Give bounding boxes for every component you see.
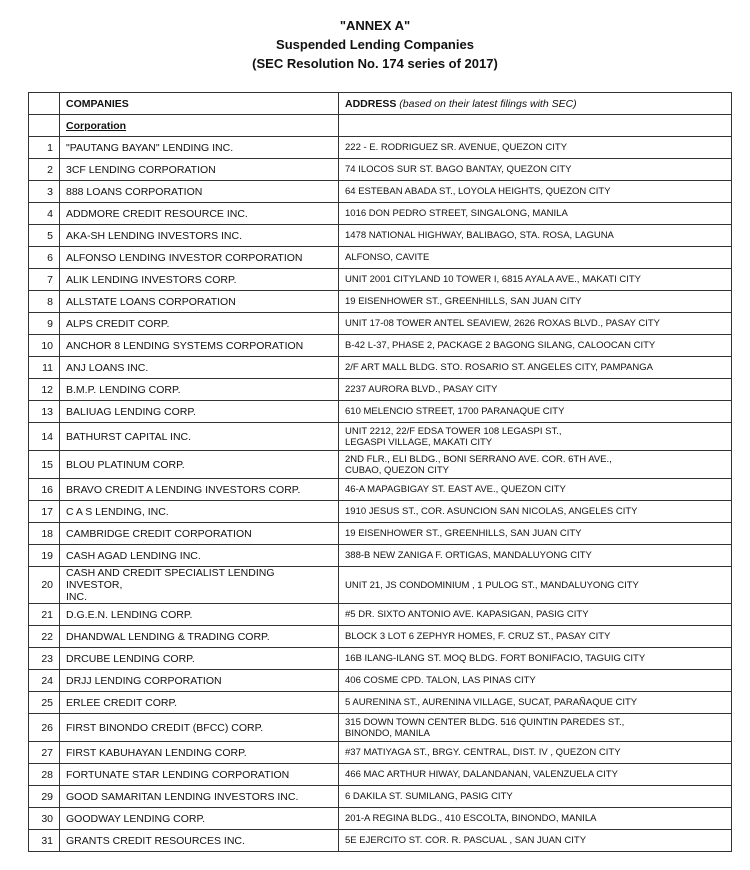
document-header	[0, 0, 750, 74]
table-row	[29, 830, 732, 852]
table-row	[29, 479, 732, 501]
address-cell	[339, 714, 732, 742]
document-subtitle: (SEC Resolution No. 174 series of 2017)	[252, 56, 498, 71]
table-row	[29, 786, 732, 808]
address-text: 46-A MAPAGBIGAY ST. EAST AVE., QUEZON CITY	[345, 484, 566, 495]
company-name: B.M.P. LENDING CORP.	[66, 383, 181, 396]
row-number: 30	[29, 808, 60, 830]
row-number: 28	[29, 764, 60, 786]
table-row	[29, 401, 732, 423]
address-text: 315 DOWN TOWN CENTER BLDG. 516 QUINTIN PAREDES ST.,	[345, 716, 625, 728]
company-name: CASH AND CREDIT SPECIALIST LENDING INVESTOR,	[66, 567, 275, 591]
address-text: 74 ILOCOS SUR ST. BAGO BANTAY, QUEZON CITY	[345, 164, 572, 175]
row-number: 27	[29, 742, 60, 764]
company-name-cell	[60, 764, 339, 786]
address-text: 16B ILANG-ILANG ST. MOQ BLDG. FORT BONIFACIO, TAGUIG CITY	[345, 653, 646, 664]
company-name: BRAVO CREDIT A LENDING INVESTORS CORP.	[66, 483, 301, 496]
company-name: ALIK LENDING INVESTORS CORP.	[66, 273, 237, 286]
company-name-cell	[60, 545, 339, 567]
company-name: ERLEE CREDIT CORP.	[66, 696, 178, 709]
table-row	[29, 567, 732, 604]
company-name-cell	[60, 181, 339, 203]
company-name: DRJJ LENDING CORPORATION	[66, 674, 222, 687]
address-cell	[339, 313, 732, 335]
company-name-cell	[60, 247, 339, 269]
row-number: 5	[29, 225, 60, 247]
address-text: #5 DR. SIXTO ANTONIO AVE. KAPASIGAN, PASIG CITY	[345, 609, 589, 620]
row-number: 14	[29, 423, 60, 451]
table-row	[29, 269, 732, 291]
row-number: 7	[29, 269, 60, 291]
address-cell	[339, 479, 732, 501]
address-cell	[339, 545, 732, 567]
company-name: ANCHOR 8 LENDING SYSTEMS CORPORATION	[66, 339, 304, 352]
company-name: ALLSTATE LOANS CORPORATION	[66, 295, 236, 308]
address-text: 5 AURENINA ST., AURENINA VILLAGE, SUCAT, PARAÑAQUE CITY	[345, 697, 638, 708]
row-number: 21	[29, 604, 60, 626]
address-text-line2: BINONDO, MANILA	[345, 727, 430, 739]
company-name: GOODWAY LENDING CORP.	[66, 812, 206, 825]
address-cell	[339, 742, 732, 764]
address-cell	[339, 291, 732, 313]
company-name: CASH AGAD LENDING INC.	[66, 549, 201, 562]
address-cell	[339, 335, 732, 357]
company-name-cell	[60, 626, 339, 648]
table-row	[29, 379, 732, 401]
table-row	[29, 181, 732, 203]
section-number-cell	[29, 115, 60, 137]
company-name-cell	[60, 203, 339, 225]
address-cell	[339, 648, 732, 670]
address-cell	[339, 830, 732, 852]
row-number: 23	[29, 648, 60, 670]
table-row	[29, 692, 732, 714]
company-name-cell	[60, 357, 339, 379]
company-name: GOOD SAMARITAN LENDING INVESTORS INC.	[66, 790, 299, 803]
table-row	[29, 604, 732, 626]
address-text: 19 EISENHOWER ST., GREENHILLS, SAN JUAN CITY	[345, 296, 582, 307]
header-address-label: ADDRESS	[345, 97, 397, 110]
company-name-cell	[60, 670, 339, 692]
header-number-cell	[29, 93, 60, 115]
row-number: 26	[29, 714, 60, 742]
company-name: BATHURST CAPITAL INC.	[66, 430, 192, 443]
address-text: UNIT 2001 CITYLAND 10 TOWER I, 6815 AYALA AVE., MAKATI CITY	[345, 274, 642, 285]
row-number: 2	[29, 159, 60, 181]
address-cell	[339, 501, 732, 523]
address-text: 2237 AURORA BLVD., PASAY CITY	[345, 384, 498, 395]
company-name-cell	[60, 159, 339, 181]
row-number: 25	[29, 692, 60, 714]
company-name-cell	[60, 648, 339, 670]
address-text: BLOCK 3 LOT 6 ZEPHYR HOMES, F. CRUZ ST., PASAY CITY	[345, 631, 611, 642]
section-title-cell	[60, 115, 339, 137]
address-text: UNIT 21, JS CONDOMINIUM , 1 PULOG ST., MANDALUYONG CITY	[345, 579, 639, 591]
table-row	[29, 451, 732, 479]
address-text: 222 - E. RODRIGUEZ SR. AVENUE, QUEZON CITY	[345, 142, 568, 153]
company-name: DHANDWAL LENDING & TRADING CORP.	[66, 630, 270, 643]
row-number: 10	[29, 335, 60, 357]
company-name: 3CF LENDING CORPORATION	[66, 163, 216, 176]
companies-table	[28, 92, 732, 852]
row-number: 1	[29, 137, 60, 159]
company-name: "PAUTANG BAYAN" LENDING INC.	[66, 141, 234, 154]
company-name: D.G.E.N. LENDING CORP.	[66, 608, 193, 621]
address-text: 466 MAC ARTHUR HIWAY, DALANDANAN, VALENZUELA CITY	[345, 769, 618, 780]
company-name: DRCUBE LENDING CORP.	[66, 652, 195, 665]
row-number: 24	[29, 670, 60, 692]
address-text: 19 EISENHOWER ST., GREENHILLS, SAN JUAN CITY	[345, 528, 582, 539]
address-text: 388-B NEW ZANIGA F. ORTIGAS, MANDALUYONG CITY	[345, 550, 592, 561]
company-name-cell	[60, 830, 339, 852]
header-address-note: (based on their latest filings with SEC)	[399, 97, 577, 110]
company-name: GRANTS CREDIT RESOURCES INC.	[66, 834, 245, 847]
table-header-row	[29, 93, 732, 115]
table-row	[29, 423, 732, 451]
address-cell	[339, 670, 732, 692]
company-name-cell	[60, 335, 339, 357]
row-number: 19	[29, 545, 60, 567]
company-name: BALIUAG LENDING CORP.	[66, 405, 196, 418]
address-cell	[339, 203, 732, 225]
address-cell	[339, 247, 732, 269]
header-address	[339, 93, 732, 115]
company-name: FIRST BINONDO CREDIT (BFCC) CORP.	[66, 721, 264, 734]
company-name-cell	[60, 269, 339, 291]
table-row	[29, 670, 732, 692]
company-name-cell	[60, 225, 339, 247]
company-name: ADDMORE CREDIT RESOURCE INC.	[66, 207, 248, 220]
address-cell	[339, 567, 732, 604]
address-cell	[339, 269, 732, 291]
table-row	[29, 714, 732, 742]
row-number: 9	[29, 313, 60, 335]
address-text: B-42 L-37, PHASE 2, PACKAGE 2 BAGONG SILANG, CALOOCAN CITY	[345, 340, 656, 351]
address-text: UNIT 17-08 TOWER ANTEL SEAVIEW, 2626 ROXAS BLVD., PASAY CITY	[345, 318, 661, 329]
company-name-cell	[60, 313, 339, 335]
row-number: 16	[29, 479, 60, 501]
table-row	[29, 357, 732, 379]
address-text-line2: CUBAO, QUEZON CITY	[345, 464, 449, 476]
address-cell	[339, 451, 732, 479]
company-name-cell	[60, 379, 339, 401]
company-name-cell	[60, 523, 339, 545]
row-number: 4	[29, 203, 60, 225]
table-row	[29, 523, 732, 545]
annex-title: "ANNEX A"	[339, 18, 411, 33]
address-cell	[339, 626, 732, 648]
address-text: 5E EJERCITO ST. COR. R. PASCUAL , SAN JUAN CITY	[345, 835, 587, 846]
table-row	[29, 137, 732, 159]
company-name-cell	[60, 604, 339, 626]
address-cell	[339, 159, 732, 181]
address-cell	[339, 137, 732, 159]
address-text: #37 MATIYAGA ST., BRGY. CENTRAL, DIST. IV , QUEZON CITY	[345, 747, 621, 758]
table-row	[29, 742, 732, 764]
address-text: 2/F ART MALL BLDG. STO. ROSARIO ST. ANGELES CITY, PAMPANGA	[345, 362, 653, 373]
table-row	[29, 808, 732, 830]
row-number: 18	[29, 523, 60, 545]
company-name-cell	[60, 401, 339, 423]
table-row	[29, 225, 732, 247]
company-name-line2: INC.	[66, 591, 87, 603]
company-name: ALFONSO LENDING INVESTOR CORPORATION	[66, 251, 303, 264]
company-name-cell	[60, 501, 339, 523]
row-number: 15	[29, 451, 60, 479]
row-number: 29	[29, 786, 60, 808]
section-row	[29, 115, 732, 137]
company-name: FORTUNATE STAR LENDING CORPORATION	[66, 768, 290, 781]
row-number: 22	[29, 626, 60, 648]
address-cell	[339, 401, 732, 423]
header-companies: COMPANIES	[60, 93, 339, 115]
address-cell	[339, 357, 732, 379]
address-cell	[339, 523, 732, 545]
row-number: 12	[29, 379, 60, 401]
address-cell	[339, 764, 732, 786]
company-name-cell	[60, 291, 339, 313]
table-row	[29, 313, 732, 335]
table-row	[29, 335, 732, 357]
company-name-cell	[60, 479, 339, 501]
row-number: 3	[29, 181, 60, 203]
company-name-cell	[60, 137, 339, 159]
company-name: BLOU PLATINUM CORP.	[66, 458, 185, 471]
table-row	[29, 501, 732, 523]
section-address-cell	[339, 115, 732, 137]
row-number: 31	[29, 830, 60, 852]
company-name-cell	[60, 567, 339, 604]
address-text: UNIT 2212, 22/F EDSA TOWER 108 LEGASPI ST.,	[345, 425, 562, 437]
address-text: 1016 DON PEDRO STREET, SINGALONG, MANILA	[345, 208, 568, 219]
address-text: 1910 JESUS ST., COR. ASUNCION SAN NICOLAS, ANGELES CITY	[345, 506, 638, 517]
company-name: C A S LENDING, INC.	[66, 505, 169, 518]
company-name-cell	[60, 786, 339, 808]
table-row	[29, 626, 732, 648]
company-name: 888 LOANS CORPORATION	[66, 185, 203, 198]
company-name: CAMBRIDGE CREDIT CORPORATION	[66, 527, 252, 540]
row-number: 13	[29, 401, 60, 423]
address-cell	[339, 423, 732, 451]
company-name: ALPS CREDIT CORP.	[66, 317, 170, 330]
address-text: 6 DAKILA ST. SUMILANG, PASIG CITY	[345, 791, 513, 802]
table-row	[29, 159, 732, 181]
table-row	[29, 545, 732, 567]
address-cell	[339, 786, 732, 808]
table-row	[29, 247, 732, 269]
company-name-cell	[60, 423, 339, 451]
row-number: 17	[29, 501, 60, 523]
address-cell	[339, 225, 732, 247]
company-name-cell	[60, 451, 339, 479]
company-name-cell	[60, 714, 339, 742]
table-row	[29, 764, 732, 786]
address-text-line2: LEGASPI VILLAGE, MAKATI CITY	[345, 436, 493, 448]
address-cell	[339, 808, 732, 830]
section-title: Corporation	[66, 119, 127, 132]
company-name: ANJ LOANS INC.	[66, 361, 149, 374]
address-text: 2ND FLR., ELI BLDG., BONI SERRANO AVE. COR. 6TH AVE.,	[345, 453, 612, 465]
row-number: 8	[29, 291, 60, 313]
company-name-cell	[60, 692, 339, 714]
table-row	[29, 291, 732, 313]
address-text: 406 COSME CPD. TALON, LAS PINAS CITY	[345, 675, 536, 686]
address-text: 201-A REGINA BLDG., 410 ESCOLTA, BINONDO, MANILA	[345, 813, 597, 824]
address-text: 1478 NATIONAL HIGHWAY, BALIBAGO, STA. ROSA, LAGUNA	[345, 230, 614, 241]
company-name: AKA-SH LENDING INVESTORS INC.	[66, 229, 243, 242]
address-cell	[339, 604, 732, 626]
company-name-cell	[60, 742, 339, 764]
row-number: 11	[29, 357, 60, 379]
address-cell	[339, 692, 732, 714]
document-title: Suspended Lending Companies	[276, 37, 474, 52]
address-cell	[339, 379, 732, 401]
table-row	[29, 203, 732, 225]
address-cell	[339, 181, 732, 203]
company-name-cell	[60, 808, 339, 830]
row-number: 20	[29, 567, 60, 604]
company-name: FIRST KABUHAYAN LENDING CORP.	[66, 746, 247, 759]
address-text: 610 MELENCIO STREET, 1700 PARANAQUE CITY	[345, 406, 565, 417]
address-text: 64 ESTEBAN ABADA ST., LOYOLA HEIGHTS, QUEZON CITY	[345, 186, 611, 197]
table-row	[29, 648, 732, 670]
address-text: ALFONSO, CAVITE	[345, 252, 430, 263]
row-number: 6	[29, 247, 60, 269]
